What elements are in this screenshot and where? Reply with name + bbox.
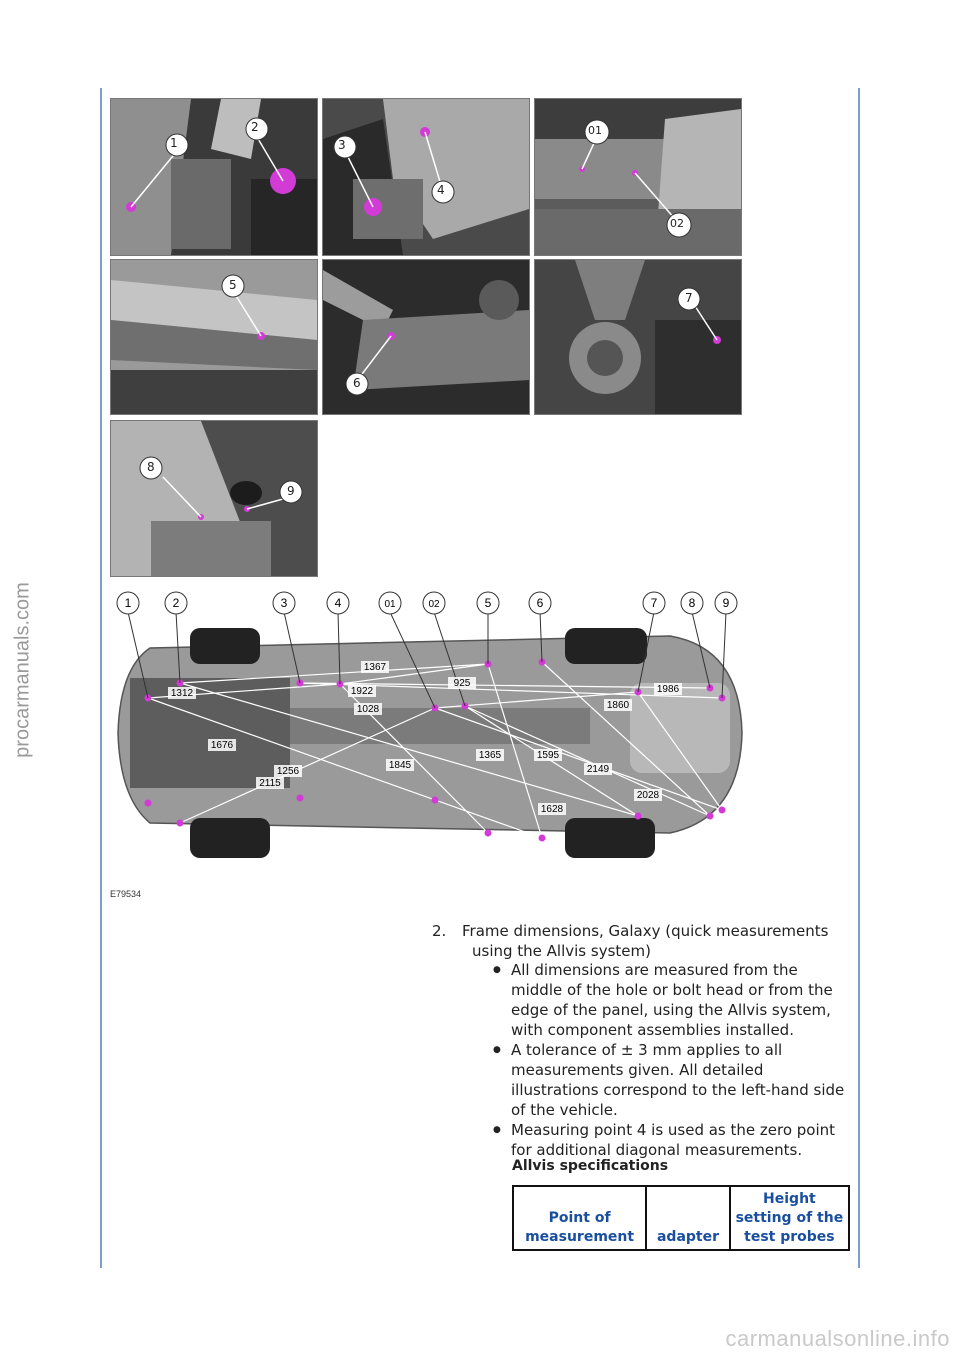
callout-number: 2 [172, 596, 180, 610]
callout-label: 2 [251, 120, 259, 134]
detail-photo-6 [534, 259, 742, 415]
measure-point-marker [719, 807, 726, 814]
bullet-item: ● A tolerance of ± 3 mm applies to all measurements given. All detailed illustrations correspond to the left-hand side of the vehicle. [493, 1040, 853, 1120]
dimension-label: 1365 [478, 750, 502, 761]
step-line-2: using the Allvis system) [472, 942, 651, 960]
callout-label: 01 [588, 124, 602, 137]
callout-number: 1 [124, 596, 132, 610]
step-line-1: Frame dimensions, Galaxy (quick measurements [462, 922, 829, 940]
callout-label: 1 [170, 136, 178, 150]
dimension-label: 1922 [350, 686, 374, 697]
bullet-item: ● Measuring point 4 is used as the zero point for additional diagonal measurements. [493, 1120, 853, 1160]
measure-point-marker [297, 795, 304, 802]
step-bullets [493, 960, 853, 1160]
measure-point-marker [177, 820, 184, 827]
dimension-label: 1628 [540, 804, 564, 815]
callout-number: 01 [384, 599, 396, 610]
spec-table [512, 1185, 850, 1251]
measure-point-marker [145, 800, 152, 807]
right-margin-rule [858, 88, 860, 1268]
dimension-label: 1676 [210, 740, 234, 751]
detail-photo-2 [322, 98, 530, 256]
side-watermark-text: procarmanuals.com [11, 582, 34, 758]
bottom-watermark: carmanualsonline.info [725, 1326, 950, 1351]
dimension-label: 1256 [276, 766, 300, 777]
dimension-label: 1028 [356, 704, 380, 715]
callout-number: 9 [722, 596, 730, 610]
table-header-row [513, 1186, 849, 1250]
bullet-item: ● All dimensions are measured from the middle of the hole or bolt head or from the edge of the panel, using the Allvis system, with component assemblies installed. [493, 960, 853, 1040]
step-number: 2. [432, 922, 447, 940]
measure-point-marker [707, 813, 714, 820]
callout-label: 02 [670, 217, 684, 230]
detail-photo-5 [322, 259, 530, 415]
dimension-label: 2149 [586, 764, 610, 775]
left-margin-rule [100, 88, 102, 1268]
spec-title: Allvis specifications [512, 1158, 669, 1174]
measure-point-marker [539, 835, 546, 842]
measure-point-marker [432, 797, 439, 804]
detail-photo-7 [110, 420, 318, 577]
callout-number: 5 [484, 596, 492, 610]
step-2 [432, 921, 852, 961]
underbody-svg [110, 588, 750, 878]
dimension-label: 1845 [388, 760, 412, 771]
callout-number: 6 [536, 596, 544, 610]
measure-point-marker [485, 830, 492, 837]
measure-point-marker [635, 813, 642, 820]
callout-number: 8 [688, 596, 696, 610]
dimension-label: 1312 [170, 688, 194, 699]
underbody-diagram [110, 588, 750, 878]
callout-number: 7 [650, 596, 658, 610]
dimension-label: 1986 [656, 684, 680, 695]
callout-label: 6 [353, 376, 361, 390]
side-watermark [8, 560, 38, 780]
dimension-label: 2028 [636, 790, 660, 801]
callout-number: 4 [334, 596, 342, 610]
callout-label: 7 [685, 291, 693, 305]
callout-label: 8 [147, 460, 155, 474]
callout-label: 4 [437, 183, 445, 197]
dimension-label: 1595 [536, 750, 560, 761]
col-header-adapter: adapter [646, 1186, 730, 1250]
callout-number: 02 [428, 599, 440, 610]
col-header-point: Point of measurement [513, 1186, 646, 1250]
callout-label: 9 [287, 484, 295, 498]
detail-photo-3 [534, 98, 742, 256]
step-text [462, 921, 852, 961]
callout-number: 3 [280, 596, 288, 610]
figure-code: E79534 [110, 889, 142, 899]
detail-photo-4 [110, 259, 318, 415]
callout-label: 5 [229, 278, 237, 292]
detail-photo-1 [110, 98, 318, 256]
dimension-label: 1860 [606, 700, 630, 711]
callout-label: 3 [338, 138, 346, 152]
dimension-label: 925 [453, 678, 471, 689]
dimension-label: 1367 [363, 662, 387, 673]
dimension-label: 2115 [259, 778, 281, 789]
col-header-height: Height setting of the test probes [735, 1191, 844, 1245]
